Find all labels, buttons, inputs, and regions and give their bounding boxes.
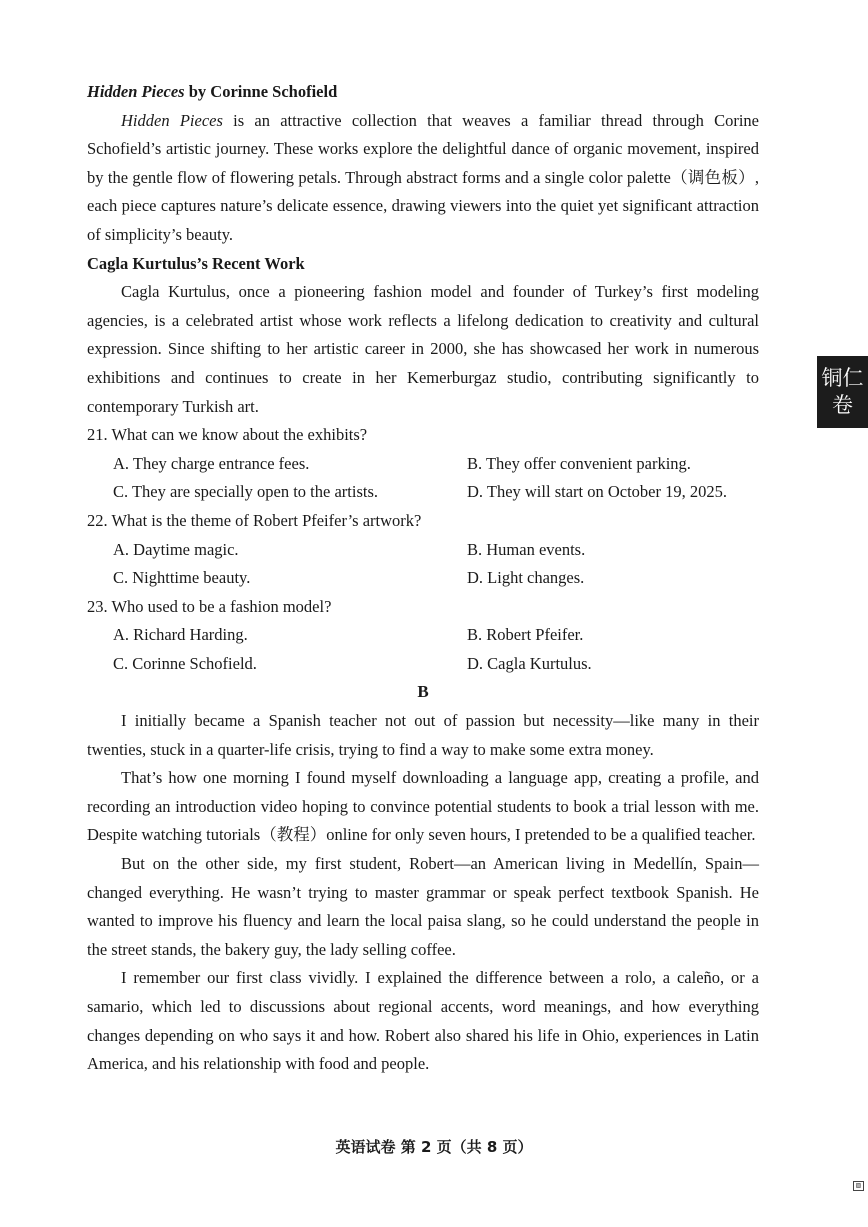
region-tab-line-2: 卷 [832,393,853,417]
question-stem: 23. Who used to be a fashion model? [87,596,332,616]
option-c: C. Corinne Schofield. [113,653,257,673]
question-stem: 22. What is the theme of Robert Pfeifer’s artwork? [87,510,422,530]
option-a: A. They charge entrance fees. [113,453,310,473]
passage-b-paragraph-3: But on the other side, my first student, Robert—an American living in Medellín, Spain—changed everything. He wasn’t trying to master grammar or speak perfect textbook Spanish. He wanted to improve his fluency and learn the local paisa slang, so he could understand the people in the street stands, the bakery guy, the lady selling coffee. [87,854,759,959]
question-22 [87,507,759,593]
passage-b-paragraph-4: I remember our first class vividly. I explained the difference between a rolo, a caleño, or a samario, which led to discussions about regional accents, word meanings, and how everything changes depending on who says it and how. Robert also shared his life in Ohio, experiences in Latin America, and his relationship with food and people. [87,968,759,1074]
option-b: B. Human events. [467,539,586,559]
cagla-kurtulus-paragraph: Cagla Kurtulus, once a pioneering fashion model and founder of Turkey’s first modeling agencies, is a celebrated artist whose work reflects a lifelong dedication to creativity and cultural expression. Since shifting to her artistic career in 2000, she has showcased her work in numerous exhibitions and continues to create in her Kemerburgaz studio, contributing significantly to contemporary Turkish art. [87,282,759,416]
work-title-hidden-pieces: Hidden Pieces by Corinne Schofield [87,82,338,101]
question-stem: 21. What can we know about the exhibits? [87,425,368,445]
option-c: C. They are specially open to the artists. [113,482,378,502]
passage-b-paragraph-1: I initially became a Spanish teacher not out of passion but necessity—like many in their twenties, stuck in a quarter-life crisis, trying to find a way to make some extra money. [87,711,759,759]
question-23 [87,593,759,679]
corner-mark-icon: ▨ [853,1181,864,1191]
option-c: C. Nighttime beauty. [113,568,251,588]
option-a: A. Richard Harding. [113,625,248,645]
section-b-heading: B [417,682,429,702]
work-title-cagla-kurtulus: Cagla Kurtulus’s Recent Work [87,253,305,273]
passage-b-paragraph-2: That’s how one morning I found myself downloading a language app, creating a profile, and recording an introduction video hoping to convince potential students to book a trial lesson with me. Despite watching tutorials（教程）online for only seven hours, I pretended to be a qualified teacher. [87,768,759,845]
question-21 [87,421,759,507]
option-a: A. Daytime magic. [113,539,239,559]
option-d: D. They will start on October 19, 2025. [467,482,727,502]
option-d: D. Light changes. [467,568,585,588]
region-tab [817,356,868,428]
option-b: B. Robert Pfeifer. [467,625,584,645]
option-b: B. They offer convenient parking. [467,453,691,473]
exam-page [87,78,759,1079]
region-tab-line-1: 铜仁 [821,366,864,390]
hidden-pieces-paragraph: Hidden Pieces is an attractive collection that weaves a familiar thread through Corine Schofield’s artistic journey. These works explore the delightful dance of organic movement, inspired by the gentle flow of flowering petals. Through abstract forms and a single color palette（调色板）, each piece captures nature’s delicate essence, drawing viewers into the quiet yet significant attraction of simplicity’s beauty. [87,110,759,244]
option-d: D. Cagla Kurtulus. [467,653,592,673]
page-footer: 英语试卷 第 2 页（共 8 页） [335,1138,533,1156]
